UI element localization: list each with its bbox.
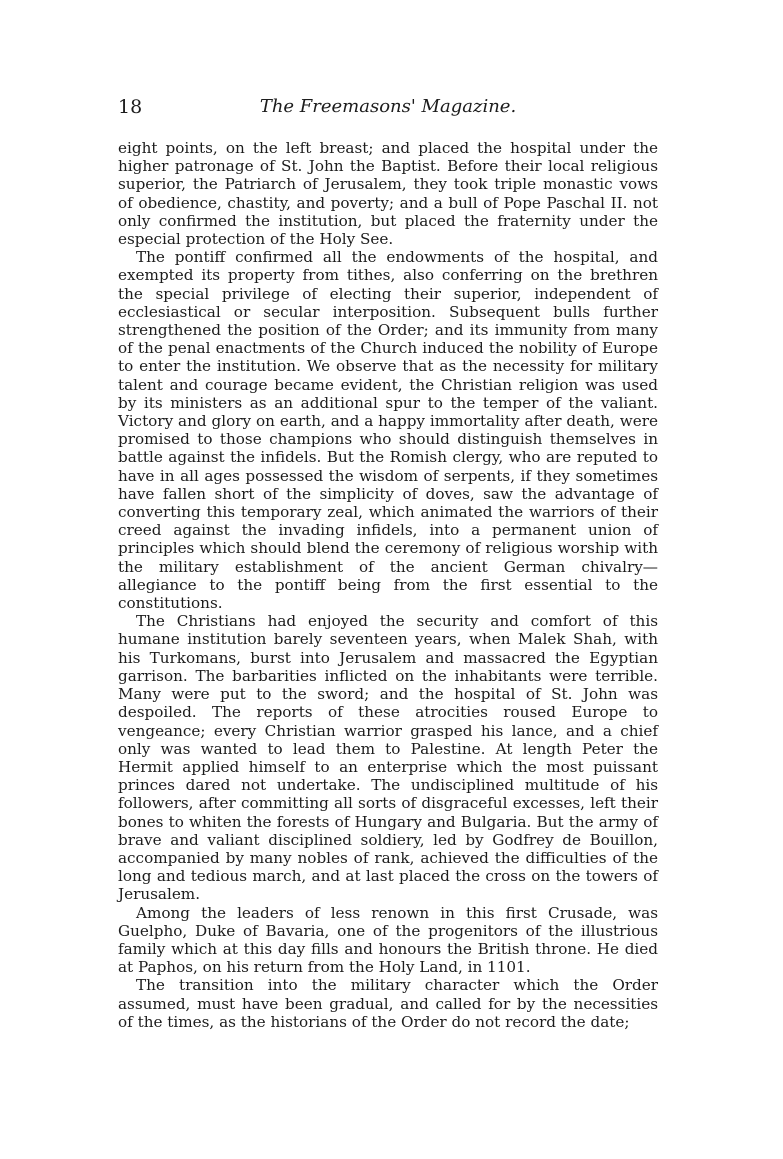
- paragraph: The Christians had enjoyed the security and comfort of this humane institution barely seventeen years, when Malek Shah, with his Turkomans, burst into Jerusalem and massacred the Egyptian garrison. The barbarities inflicted on the inhabitants were terrible. Many were put to the sword; and the hospital of St. John was despoiled. The reports of these atrocities roused Europe to vengeance; every Christian warrior grasped his lance, and a chief only was wanted to lead them to Palestine. At length Peter the Hermit applied himself to an enterprise which the most puissant princes dared not undertake. The undisciplined multitude of his followers, after committing all sorts of disgraceful excesses, left their bones to whiten the forests of Hungary and Bulgaria. But the army of brave and valiant disciplined soldiery, led by Godfrey de Bouillon, accompanied by many nobles of rank, achieved the difficulties of the long and tedious march, and at last placed the cross on the towers of Jerusalem.: [118, 612, 658, 904]
- page-header: [118, 96, 658, 122]
- paragraph: Among the leaders of less renown in this first Crusade, was Guelpho, Duke of Bavaria, one of the progenitors of the illustrious family which at this day fills and honours the British throne. He died at Paphos, on his return from the Holy Land, in 1101.: [118, 903, 658, 977]
- running-title: The Freemasons' Magazine.: [259, 96, 517, 117]
- paragraph: eight points, on the left breast; and placed the hospital under the higher patronage of St. John the Baptist. Before their local religious superior, the Patriarch of Jerusalem, they took triple monastic vows of obedience, chastity, and poverty; and a bull of Pope Paschal II. not only confirmed the institution, but placed the fraternity under the especial protection of the Holy See.: [118, 139, 658, 249]
- paragraph: The transition into the military character which the Order assumed, must have been gradual, and called for by the necessities of the times, as the historians of the Order do not record the date;: [118, 976, 658, 1031]
- page-number: 18: [118, 96, 143, 118]
- paragraph: The pontiff confirmed all the endowments of the hospital, and exempted its property from tithes, also conferring on the brethren the special privilege of electing their superior, independent of ecclesiastical or secular interposition. Subsequent bulls further strengthened the position of the Order; and its immunity from many of the penal enactments of the Church induced the nobility of Europe to enter the institution. We observe that as the necessity for military talent and courage became evident, the Christian religion was used by its ministers as an additional spur to the temper of the valiant. Victory and glory on earth, and a happy immortality after death, were promised to those champions who should distinguish themselves in battle against the infidels. But the Romish clergy, who are reputed to have in all ages possessed the wisdom of serpents, if they sometimes have fallen short of the simplicity of doves, saw the advantage of converting this temporary zeal, which animated the warriors of their creed against the invading infidels, into a permanent union of principles which should blend the ceremony of religious worship with the military establishment of the ancient German chivalry—allegiance to the pontiff being from the first essential to the constitutions.: [118, 248, 658, 613]
- page: [118, 96, 658, 1031]
- article-body: [118, 139, 658, 1031]
